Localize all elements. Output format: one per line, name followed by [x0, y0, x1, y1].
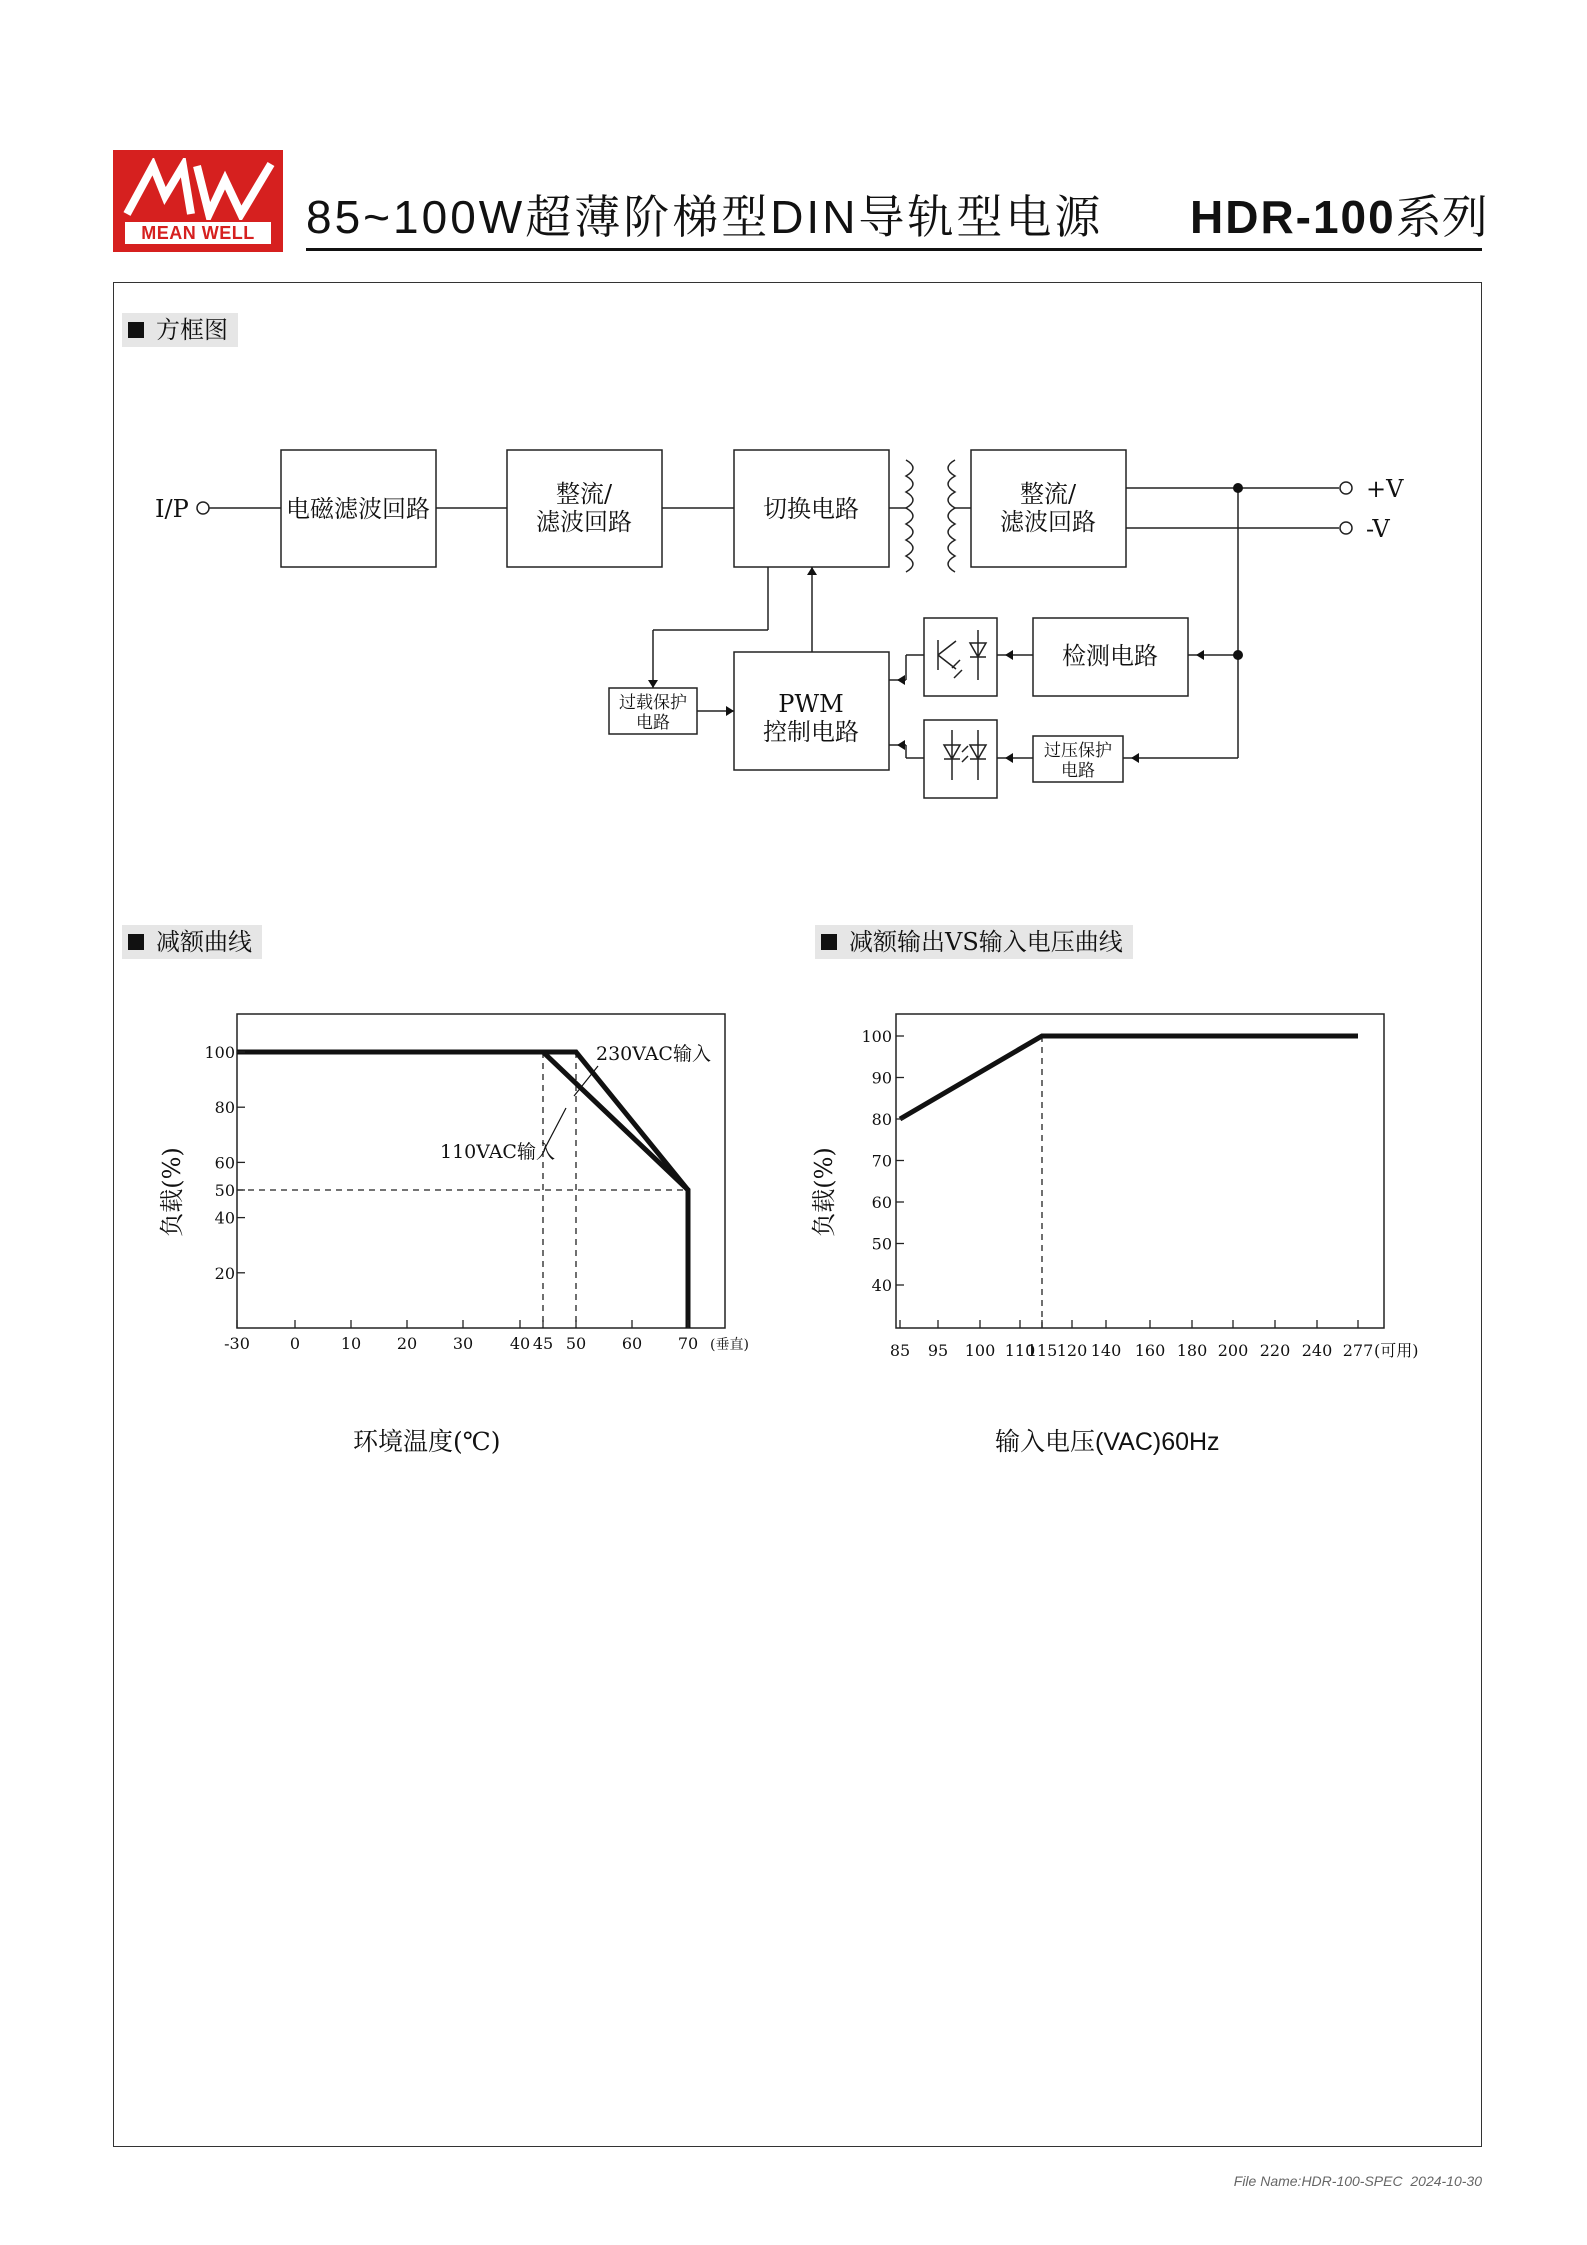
- y-axis-label: 负载(%): [810, 1147, 838, 1237]
- y-tick-label: 100: [861, 1027, 892, 1046]
- logo-text: MEAN WELL: [125, 222, 271, 244]
- x-tick-label: 200: [1217, 1341, 1249, 1360]
- y-tick-label: 80: [214, 1098, 235, 1118]
- y-tick-label: 50: [871, 1234, 892, 1254]
- y-tick-label: 40: [214, 1208, 235, 1228]
- model-name: HDR-100: [1190, 191, 1396, 243]
- section-title: 方框图: [156, 316, 228, 344]
- x-tick-label: 45: [532, 1334, 554, 1353]
- rectifier-out-label-2: 滤波回路: [1000, 508, 1096, 536]
- ovp-label-1: 过压保护: [1044, 741, 1112, 761]
- y-tick-label: 80: [871, 1110, 892, 1129]
- x-tick-label: 50: [565, 1334, 587, 1353]
- rectifier-in-label-2: 滤波回路: [536, 508, 632, 536]
- x-tick-label: 120: [1056, 1341, 1088, 1360]
- x-axis-label: 输入电压(VAC)60Hz: [995, 1428, 1220, 1456]
- y-tick-label: 60: [214, 1153, 235, 1173]
- olp-label-2: 电路: [636, 713, 670, 733]
- series-line-0: [900, 1036, 1358, 1119]
- x-tick-label: 20: [396, 1334, 418, 1353]
- y-tick-label: 50: [214, 1181, 235, 1200]
- series-label-230vac: 230VAC输入: [596, 1043, 711, 1065]
- out-pos-label: +V: [1366, 475, 1404, 503]
- x-tick-label: 220: [1259, 1341, 1291, 1360]
- y-tick-label: 60: [871, 1193, 892, 1212]
- x-tick-label: 95: [927, 1341, 949, 1360]
- section-title: 减额输出VS输入电压曲线: [849, 928, 1123, 956]
- x-axis-note: (可用): [1374, 1341, 1419, 1360]
- chart-plot-frame: [896, 1014, 1384, 1328]
- detection-label: 检测电路: [1062, 642, 1158, 670]
- x-tick-label: -30: [224, 1334, 250, 1353]
- switching-label: 切换电路: [763, 495, 859, 523]
- out-neg-label: -V: [1366, 515, 1390, 543]
- x-tick-label: 10: [340, 1334, 362, 1353]
- series-suffix: 系列: [1395, 191, 1488, 243]
- y-tick-label: 20: [214, 1263, 235, 1283]
- x-tick-label: 30: [452, 1334, 474, 1353]
- rectifier-in-label-1: 整流/: [555, 480, 613, 508]
- x-axis-label: 环境温度(℃): [353, 1427, 501, 1456]
- footer-date: 2024-10-30: [1410, 2173, 1482, 2189]
- y-axis-label: 负载(%): [158, 1147, 186, 1237]
- pwm-label-1: PWM: [778, 690, 844, 718]
- x-tick-label: 180: [1176, 1341, 1208, 1360]
- rectifier-out-label-1: 整流/: [1019, 480, 1077, 508]
- x-tick-label: 277: [1342, 1341, 1374, 1360]
- series-label-110vac: 110VAC输入: [440, 1141, 555, 1163]
- x-axis-note: (垂直): [710, 1337, 749, 1353]
- x-tick-label: 110: [1004, 1341, 1036, 1360]
- x-tick-label: 40: [509, 1334, 531, 1353]
- footer-file-info: [1222, 2173, 1482, 2189]
- x-tick-label: 240: [1301, 1341, 1333, 1360]
- pwm-label-2: 控制电路: [763, 718, 859, 746]
- x-tick-label: 140: [1090, 1341, 1122, 1360]
- section-title: 减额曲线: [156, 928, 252, 956]
- y-tick-label: 90: [871, 1068, 892, 1088]
- input-label: I/P: [155, 495, 189, 523]
- y-tick-label: 70: [871, 1151, 892, 1171]
- y-tick-label: 40: [871, 1276, 892, 1295]
- x-tick-label: 100: [964, 1341, 996, 1360]
- x-tick-label: 60: [621, 1334, 643, 1353]
- x-tick-label: 0: [289, 1334, 301, 1353]
- x-tick-label: 115: [1026, 1341, 1058, 1360]
- footer-file-name: File Name:HDR-100-SPEC: [1233, 2173, 1403, 2189]
- y-tick-label: 100: [204, 1043, 235, 1062]
- x-tick-label: 85: [889, 1341, 911, 1360]
- ovp-label-2: 电路: [1061, 761, 1095, 781]
- emi-label: 电磁滤波回路: [286, 495, 430, 523]
- x-tick-label: 70: [677, 1334, 699, 1353]
- page-title: 85~100W超薄阶梯型DIN导轨型电源: [306, 191, 1104, 243]
- olp-label-1: 过载保护: [619, 693, 687, 713]
- x-tick-label: 160: [1134, 1341, 1166, 1360]
